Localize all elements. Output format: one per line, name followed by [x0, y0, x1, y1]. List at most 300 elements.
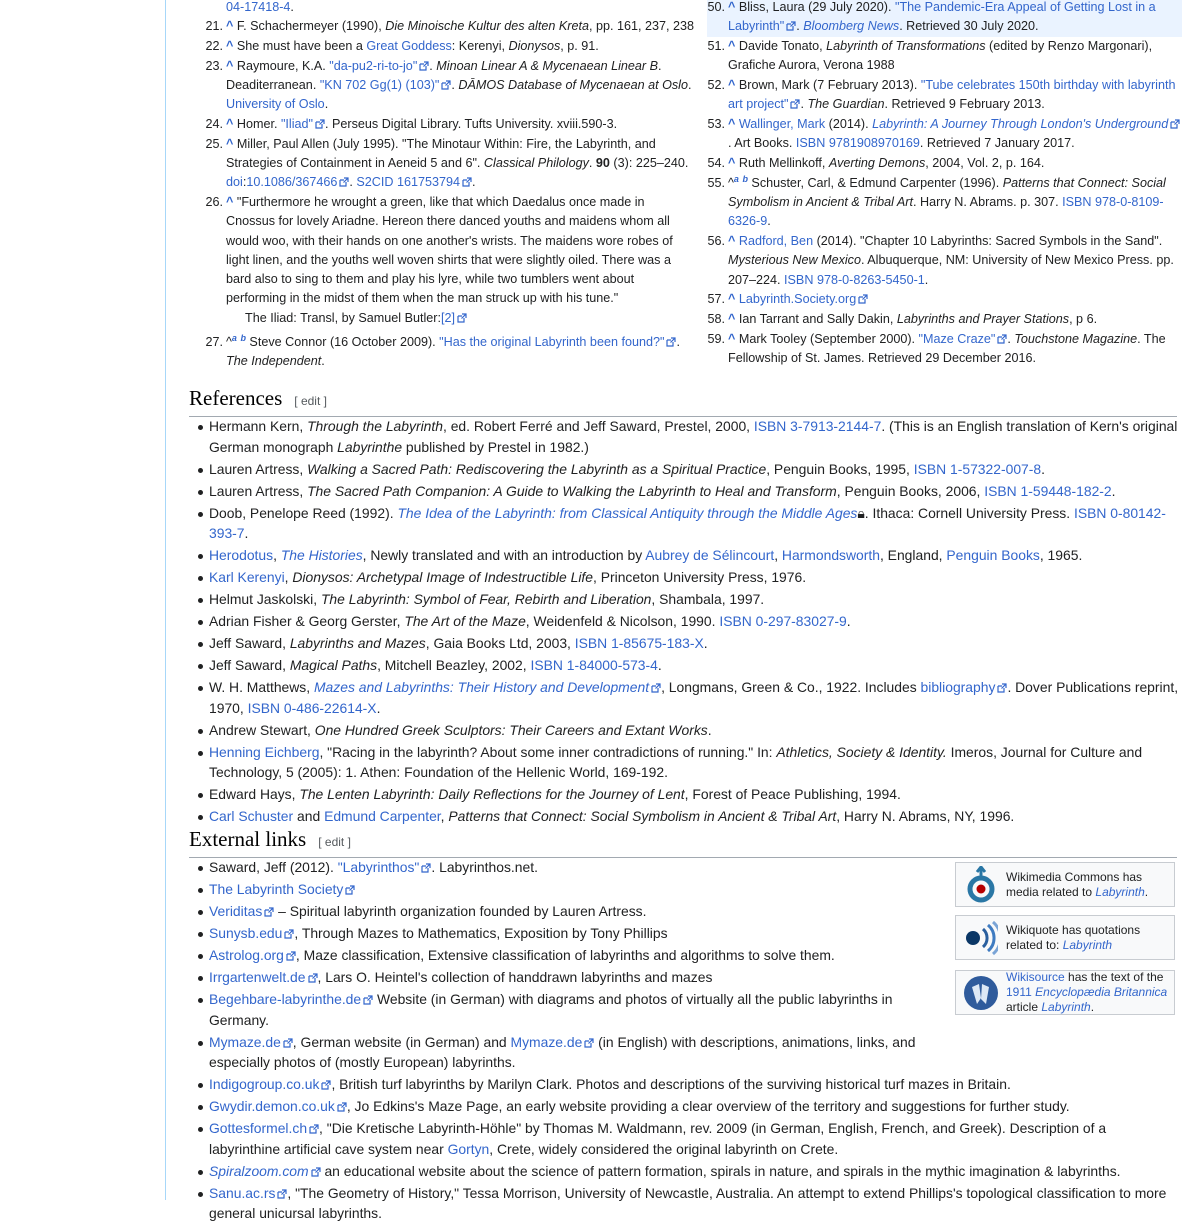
note-item [707, 310, 1182, 329]
external-link-item [189, 1032, 949, 1073]
wiki-link[interactable]: Labyrinth [1095, 884, 1145, 899]
wiki-link[interactable]: ISBN [984, 482, 1017, 499]
wiki-link[interactable]: 978-0-8263-5450-1 [816, 272, 925, 287]
text: , [284, 569, 293, 585]
text: Mark Tooley (September 2000). [735, 331, 919, 346]
wiki-link[interactable]: The Histories [280, 547, 363, 563]
text: : Kerenyi, [451, 38, 509, 53]
wiki-link[interactable]: The Idea of the Labyrinth: from Classical Antiquity through the Middle Ages [397, 504, 858, 521]
text: Andrew Stewart, [209, 721, 315, 738]
note-item [707, 174, 1182, 232]
text: Ian Tarrant and Sally Dakin, [735, 311, 897, 326]
text: . [687, 77, 692, 92]
text: "Furthermore he wrought a green, like that which Daedalus once made in Cnossus for lovely Ariadne. Hereon there danced youths and maidens whom all would woo, with their hands on one another's wrists. The maidens wore robes of light linen, and the youths well woven shirts that were slightly oiled. There was a bard also to sing to them and play his lyre, while two tumblers went about performing in the midst of them when the man struck up with his tune." [226, 194, 673, 306]
note-number: 21. [205, 19, 223, 34]
wiki-link[interactable]: 1911 [1006, 985, 1032, 999]
note-number: 55. [707, 175, 725, 190]
external-link-item [189, 945, 949, 966]
external-link-icon [309, 1119, 319, 1129]
references-list [189, 416, 1179, 828]
heading-text: External links [189, 827, 307, 851]
note-number: 26. [205, 194, 223, 209]
italic-text: Dionysos: Archetypal Image of Indestructible Life [292, 569, 593, 585]
text: Lauren Artress, [209, 460, 308, 477]
external-link-icon [283, 1033, 293, 1043]
wiki-link[interactable]: Encyclopædia Britannica [1035, 985, 1168, 999]
external-link-icon [997, 678, 1007, 688]
text: Wikiquote has quotations related to: [1006, 922, 1141, 952]
reference-item [189, 742, 1179, 783]
text: ^ [728, 175, 734, 190]
wiki-link[interactable]: 1-84000-573-4 [566, 657, 658, 673]
external-link[interactable]: Sunysb.edu [209, 925, 283, 941]
text: . [1007, 331, 1015, 346]
italic-text: Labyrinth of Transformations [826, 38, 986, 53]
text: and [293, 808, 325, 824]
wiki-link[interactable]: Herodotus [209, 547, 274, 563]
external-link[interactable]: Veriditas [209, 903, 263, 919]
note-item [707, 330, 1182, 369]
note-number: 56. [707, 233, 725, 248]
text: . [1041, 460, 1045, 477]
wiki-link[interactable]: Radford, Ben [738, 233, 814, 248]
external-link-item [189, 1118, 1179, 1159]
reference-item [189, 784, 1179, 805]
text: , [440, 808, 449, 824]
external-link-item [189, 967, 949, 988]
text: . [767, 214, 771, 229]
external-link[interactable]: Labyrinth.Society.org [738, 292, 857, 307]
note-item [707, 232, 1182, 290]
text: Davide Tonato, [735, 38, 827, 53]
italic-text: The Lenten Labyrinth: Daily Reflections for the Journey of Lent [299, 786, 685, 802]
italic-text: Dionysos [508, 38, 561, 53]
backlink-letter[interactable]: a [733, 173, 739, 184]
external-link[interactable]: 10.1086/367466 [246, 175, 338, 190]
note-item [205, 135, 695, 193]
note-continuation [205, 0, 695, 17]
external-link-icon [421, 858, 431, 868]
text: , 1965. [1039, 547, 1083, 563]
sister-project-text [1006, 923, 1174, 953]
italic-text: Through the Labyrinth [307, 418, 443, 434]
text: , Penguin Books, 1995, [766, 460, 914, 477]
text: – Spiritual labyrinth organization founded by Lauren Artress. [274, 903, 647, 919]
text: , Forest of Peace Publishing, 1994. [684, 786, 901, 802]
text: , Weidenfeld & Nicolson, 1990. [525, 613, 720, 629]
text: Website (in German) with diagrams and photos of virtually all the public labyrinths in Germany. [209, 991, 893, 1028]
text: , Princeton University Press, 1976. [593, 569, 807, 585]
note-item [707, 290, 1182, 309]
external-link[interactable]: [2] [441, 310, 456, 325]
reference-item [189, 611, 1179, 632]
external-link-icon [584, 1033, 594, 1043]
external-link-icon [264, 902, 274, 912]
text: Raymoure, K.A. [233, 58, 330, 73]
text: Steve Connor (16 October 2009). [245, 335, 440, 349]
backlink-caret[interactable]: ^ [728, 233, 736, 248]
text: F. Schachermeyer (1990), [233, 19, 386, 34]
external-link[interactable]: Labyrinth: A Journey Through London's Underground [872, 116, 1169, 131]
external-link-icon [284, 924, 294, 934]
note-number: 51. [707, 38, 725, 53]
external-link-icon [462, 174, 472, 184]
text: , Newly translated and with an introduction by [362, 547, 646, 563]
wiki-link[interactable]: ISBN [795, 136, 826, 151]
reference-item [189, 655, 1179, 676]
text: Wikimedia Commons has media related to [1006, 869, 1143, 899]
backlink-caret[interactable]: ^ [226, 116, 234, 131]
text: . [290, 0, 294, 14]
external-link-icon [786, 18, 796, 28]
wiki-link[interactable]: Labyrinth [1062, 937, 1113, 952]
italic-text: The Art of the Maze [404, 613, 526, 629]
text: , 2004, Vol. 2, p. 164. [925, 155, 1045, 170]
backlink-letter[interactable]: b [240, 332, 246, 343]
external-link-item [189, 923, 949, 944]
note-number: 24. [205, 116, 223, 131]
external-link[interactable]: Mymaze.de [510, 1033, 583, 1050]
backlink-caret[interactable]: ^ [728, 0, 736, 14]
external-link[interactable]: "da-pu2-ri-to-jo" [329, 58, 418, 73]
note-number: 52. [707, 77, 725, 92]
text: Doob, Penelope Reed (1992). [209, 504, 398, 521]
backlink-caret[interactable]: ^ [728, 77, 736, 92]
text: . [376, 699, 381, 716]
wiki-link[interactable]: Edmund Carpenter [324, 808, 441, 824]
text: , British turf labyrinths by Marilyn Clark. Photos and descriptions of the surviving historical turf mazes in Britain. [331, 1076, 1011, 1092]
reference-item [189, 416, 1179, 457]
external-link[interactable]: Begehbare-labyrinthe.de [209, 991, 362, 1007]
external-link-icon [997, 331, 1007, 341]
text: , Jo Edkins's Maze Page, an early website providing a clear overview of the territory and suggestions for further study. [346, 1098, 1070, 1114]
text: Bliss, Laura (29 July 2020). [735, 0, 895, 14]
external-link-icon [315, 116, 325, 126]
backlink-caret[interactable]: ^ [728, 311, 736, 326]
italic-text: Walking a Sacred Path: Rediscovering the Labyrinth as a Spiritual Practice [307, 460, 767, 477]
italic-text: Patterns that Connect: Social Symbolism in Ancient & Tribal Art [728, 175, 1166, 209]
italic-text: Touchstone Magazine [1014, 331, 1138, 346]
wiki-link[interactable]: doi [226, 175, 243, 190]
external-link[interactable]: "Maze Craze" [918, 331, 996, 346]
external-link[interactable]: "Labyrinthos" [337, 859, 420, 875]
external-link[interactable]: Sanu.ac.rs [209, 1184, 276, 1201]
text: , [273, 547, 281, 563]
external-link-icon [457, 310, 467, 320]
text: , England, [879, 547, 947, 563]
text: , Shambala, 1997. [651, 591, 765, 607]
text: . Dover Publications reprint, 1970, [209, 679, 1179, 716]
backlink-caret[interactable]: ^ [728, 38, 736, 53]
wiki-link[interactable]: Wikisource [1006, 970, 1065, 984]
wiki-link[interactable]: 1-85675-183-X [611, 635, 704, 651]
external-link-item [189, 1161, 1179, 1182]
backlink-caret[interactable]: ^ [226, 38, 234, 53]
backlink-caret[interactable]: ^ [728, 155, 736, 170]
wiki-link[interactable]: ISBN [1062, 194, 1092, 209]
italic-text: The Sacred Path Companion: A Guide to Walking the Labyrinth to Heal and Transform [307, 482, 837, 499]
wiki-link[interactable]: 04-17418-4 [226, 0, 291, 14]
italic-text: Die Minoische Kultur des alten Kreta [385, 19, 589, 34]
text: Imeros, Journal for Culture and Technology, 5 (2005): 1. Athen: Foundation of the Hellenic World, 169-192. [209, 743, 1143, 780]
wiki-link[interactable]: Penguin Books [946, 547, 1040, 563]
external-link[interactable]: Gwydir.demon.co.uk [209, 1098, 335, 1114]
notes-column-left [205, 0, 695, 372]
sister-project-box [955, 915, 1175, 960]
text: . [657, 657, 662, 673]
external-link[interactable]: Mymaze.de [209, 1033, 281, 1050]
external-link[interactable]: bibliography [920, 679, 996, 695]
text: . Retrieved 7 January 2017. [919, 136, 1075, 151]
text: . Deaditerranean. [226, 58, 662, 92]
external-link-icon [277, 1184, 287, 1194]
reference-item [189, 481, 1179, 502]
text: Homer. [233, 116, 281, 131]
external-link[interactable]: "The Pandemic-Era Appeal of Getting Lost in a Labyrinth" [728, 0, 1156, 34]
note-item [707, 0, 1182, 37]
wiki-link[interactable]: Harmondsworth [781, 547, 880, 563]
backlink-caret[interactable]: ^ [728, 331, 736, 346]
backlink-letter[interactable]: b [742, 173, 748, 184]
reference-item [189, 567, 1179, 588]
text: , Harry N. Abrams, NY, 1996. [836, 808, 1015, 824]
external-link[interactable]: "Tube celebrates 150th birthday with labyrinth art project" [728, 77, 1176, 112]
wiki-link[interactable]: ISBN [574, 635, 608, 651]
notes-list [707, 0, 1182, 368]
bold-text: 90 [595, 155, 610, 170]
text: Schuster, Carl, & Edmund Carpenter (1996). [747, 175, 1003, 190]
external-link-icon [339, 174, 349, 184]
external-link-item [189, 879, 949, 900]
note-number: 54. [707, 155, 725, 170]
note-item [707, 154, 1182, 173]
text: . [924, 272, 929, 287]
text: Jeff Saward, [209, 635, 290, 651]
backlink-letter[interactable]: a [231, 332, 237, 343]
text: Hermann Kern, [209, 418, 308, 434]
wiki-link[interactable]: ISBN [530, 657, 563, 673]
italic-text: Classical Philology [483, 155, 589, 170]
backlink-caret[interactable]: ^ [226, 58, 234, 73]
italic-text: Athletics, Society & Identity. [776, 743, 947, 760]
text: , Maze classification, Extensive classification of labyrinths and algorithms to solve them. [295, 947, 835, 963]
backlink-caret[interactable]: ^ [728, 116, 736, 131]
text: . [707, 721, 712, 738]
text: . [703, 635, 708, 651]
text: , Penguin Books, 2006, [836, 482, 985, 499]
wiki-link[interactable]: ISBN [719, 613, 752, 629]
external-link-item [189, 1074, 1179, 1095]
wiki-link[interactable]: Gortyn [447, 1140, 490, 1157]
text: , p 6. [1069, 311, 1098, 326]
text: , German website (in German) and [292, 1033, 511, 1050]
wiki-link[interactable]: 978-0-8109-6326-9 [728, 194, 1164, 229]
external-link[interactable]: "KN 702 Gg(1) (103)" [319, 77, 440, 92]
text: : [242, 175, 247, 190]
text: . [1090, 1000, 1095, 1014]
note-number: 58. [707, 311, 725, 326]
external-link-icon [286, 946, 296, 956]
reference-item [189, 545, 1179, 566]
sister-project-box [955, 862, 1175, 907]
italic-text: Minoan Linear A & Mycenaean Linear B [436, 58, 658, 73]
backlink-caret[interactable]: ^ [728, 292, 736, 307]
text: Lauren Artress, [209, 482, 308, 499]
text: (2014). [825, 116, 873, 131]
external-link[interactable]: Indigogroup.co.uk [209, 1076, 320, 1092]
wiki-link[interactable]: 9781908970169 [828, 136, 920, 151]
text: . [1111, 482, 1116, 499]
text: . Ithaca: Cornell University Press. [864, 504, 1074, 521]
italic-text: Patterns that Connect: Social Symbolism in Ancient & Tribal Art [448, 808, 837, 824]
note-item [707, 37, 1182, 76]
external-link[interactable]: Mazes and Labyrinths: Their History and Development [313, 679, 650, 695]
wiki-link[interactable]: Labyrinth [1041, 1000, 1091, 1014]
text: , Through Mazes to Mathematics, Exposition by Tony Phillips [294, 925, 668, 941]
text: article [1006, 1000, 1042, 1014]
note-item [205, 57, 695, 115]
text: , Longmans, Green & Co., 1922. Includes [661, 679, 921, 695]
external-link[interactable]: Spiralzoom.com [209, 1162, 309, 1179]
italic-text: Labyrinths and Prayer Stations [896, 311, 1070, 326]
wiki-link[interactable]: S2CID [356, 175, 394, 190]
text: , Mitchell Beazley, 2002, [377, 657, 531, 673]
text: . [676, 335, 680, 349]
text: . [321, 354, 325, 369]
wikisource-icon [956, 975, 1006, 1011]
note-item [205, 193, 695, 328]
text: has the text of the [1064, 970, 1164, 984]
external-link-icon [441, 77, 451, 87]
text: published by Prestel in 1982.) [402, 438, 589, 455]
external-link-icon [1170, 116, 1180, 126]
backlink-caret[interactable]: ^ [226, 136, 234, 151]
text: . [588, 155, 596, 170]
external-link-icon [321, 1075, 331, 1085]
text: . (This is an English translation of Kern's original German monograph [209, 418, 1178, 455]
note-number: 50. [707, 0, 725, 14]
wiki-link[interactable]: ISBN [913, 460, 947, 477]
external-link-icon [651, 678, 661, 688]
wiki-link[interactable]: 1-57322-007-8 [950, 460, 1042, 477]
text: . [244, 525, 249, 541]
text: , "The Geometry of History," Tessa Morrison, University of Newcastle, Australia. An attempt to extend Phillips's topological classification to more general unicursal labyrinths. [209, 1184, 1167, 1221]
text: , "Racing in the labyrinth? About some inner contradictions of running." In: [319, 743, 777, 760]
edit-references-link[interactable]: [ edit ] [294, 394, 327, 408]
wiki-link[interactable]: ISBN [753, 418, 787, 434]
wiki-link[interactable]: 3-7913-2144-7 [790, 418, 882, 434]
note-number: 23. [205, 58, 223, 73]
external-link[interactable]: The Labyrinth Society [209, 881, 344, 897]
text: Helmut Jaskolski, [209, 591, 321, 607]
external-link[interactable]: 161753794 [396, 175, 460, 190]
italic-text: The Independent [226, 354, 322, 369]
external-link-item [189, 1096, 1179, 1117]
external-links-heading [189, 825, 1177, 858]
text: The Iliad: Transl, by Samuel Butler: [245, 310, 441, 325]
note-number: 27. [205, 335, 223, 349]
reference-item [189, 677, 1179, 718]
wiki-link[interactable]: 0-80142-393-7 [209, 504, 1166, 541]
external-link-icon [790, 96, 800, 106]
wiki-link[interactable]: 0-297-83027-9 [755, 613, 847, 629]
sister-project-text [1006, 970, 1174, 1015]
text: , pp. 161, 237, 238 [588, 19, 694, 34]
external-link[interactable]: "Iliad" [280, 116, 313, 131]
external-link[interactable]: "Has the original Labyrinth been found?" [439, 335, 665, 349]
external-link-icon [858, 291, 868, 301]
wikiquote-icon [956, 920, 1006, 956]
text: , [774, 547, 782, 563]
wiki-link[interactable]: ISBN [1073, 504, 1107, 521]
external-link-icon [419, 58, 429, 68]
wiki-link[interactable]: Aubrey de Sélincourt [645, 547, 775, 563]
external-link-icon [337, 1097, 347, 1107]
notes-list [205, 17, 695, 371]
wikimedia-commons-icon [956, 866, 1006, 904]
wiki-link[interactable]: ISBN [784, 272, 814, 287]
note-number: 22. [205, 38, 223, 53]
text: Brown, Mark (7 February 2013). [735, 77, 921, 92]
text: 🔒︎ [857, 504, 865, 521]
wiki-link[interactable]: Wallinger, Mark [738, 116, 826, 131]
italic-text: The Guardian [807, 97, 885, 112]
heading-text: References [189, 386, 283, 410]
note-item [707, 115, 1182, 154]
text: an educational website about the science of pattern formation, spirals in nature, and spirals in the mythic imagination & labyrinths. [320, 1162, 1121, 1179]
wiki-link[interactable]: ISBN [247, 699, 281, 716]
text: (in English) with descriptions, animations, links, and especially photos of (mostly European) labyrinths. [209, 1033, 916, 1070]
wiki-link[interactable]: University of Oslo [226, 97, 325, 112]
backlink-caret[interactable]: ^ [226, 19, 234, 34]
text: . [472, 175, 476, 190]
text: . [800, 97, 808, 112]
external-link-item [189, 857, 949, 878]
text: She must have been a [233, 38, 367, 53]
text: , Gaia Books Ltd, 2003, [425, 635, 575, 651]
text: , "Die Kretische Labyrinth-Höhle" by Thomas M. Waldmann, rev. 2009 (in German, English, French, and Greek). Description of a labyrinthine artificial cave system near [209, 1120, 1107, 1157]
wiki-link[interactable]: Carl Schuster [209, 808, 294, 824]
italic-text: Labyrinthe [337, 438, 403, 455]
italic-text: Mysterious New Mexico [728, 253, 861, 268]
text: (2014). "Chapter 10 Labyrinths: Sacred Symbols in the Sand". [813, 233, 1163, 248]
external-link[interactable]: Irrgartenwelt.de [209, 969, 306, 985]
text: . [429, 58, 437, 73]
wiki-link[interactable]: Henning Eichberg [209, 743, 320, 760]
external-link[interactable]: Gottesformel.ch [209, 1120, 308, 1136]
backlink-caret[interactable]: ^ [226, 194, 234, 209]
note-item [205, 17, 695, 36]
external-link-item [189, 989, 949, 1030]
italic-text: One Hundred Greek Sculptors: Their Careers and Extant Works [314, 721, 708, 738]
wiki-link[interactable]: 0-486-22614-X [283, 699, 377, 716]
sister-project-text [1006, 870, 1174, 900]
wiki-link[interactable]: 1-59448-182-2 [1020, 482, 1112, 499]
wiki-link[interactable]: Karl Kerenyi [209, 569, 285, 585]
notes-column-right [707, 0, 1182, 369]
wiki-link[interactable]: Great Goddess [366, 38, 452, 53]
text: . Perseus Digital Library. Tufts University. xviii.590-3. [325, 116, 618, 131]
italic-text: The Labyrinth: Symbol of Fear, Rebirth and Liberation [320, 591, 652, 607]
external-link-item [189, 1183, 1179, 1224]
text: Adrian Fisher & Georg Gerster, [209, 613, 405, 629]
italic-text: Magical Paths [289, 657, 378, 673]
external-link[interactable]: Astrolog.org [209, 947, 284, 963]
external-link-icon [363, 990, 373, 1000]
edit-external-links-link[interactable]: [ edit ] [318, 835, 351, 849]
wiki-link[interactable]: Bloomberg News [803, 19, 900, 34]
note-number: 53. [707, 116, 725, 131]
